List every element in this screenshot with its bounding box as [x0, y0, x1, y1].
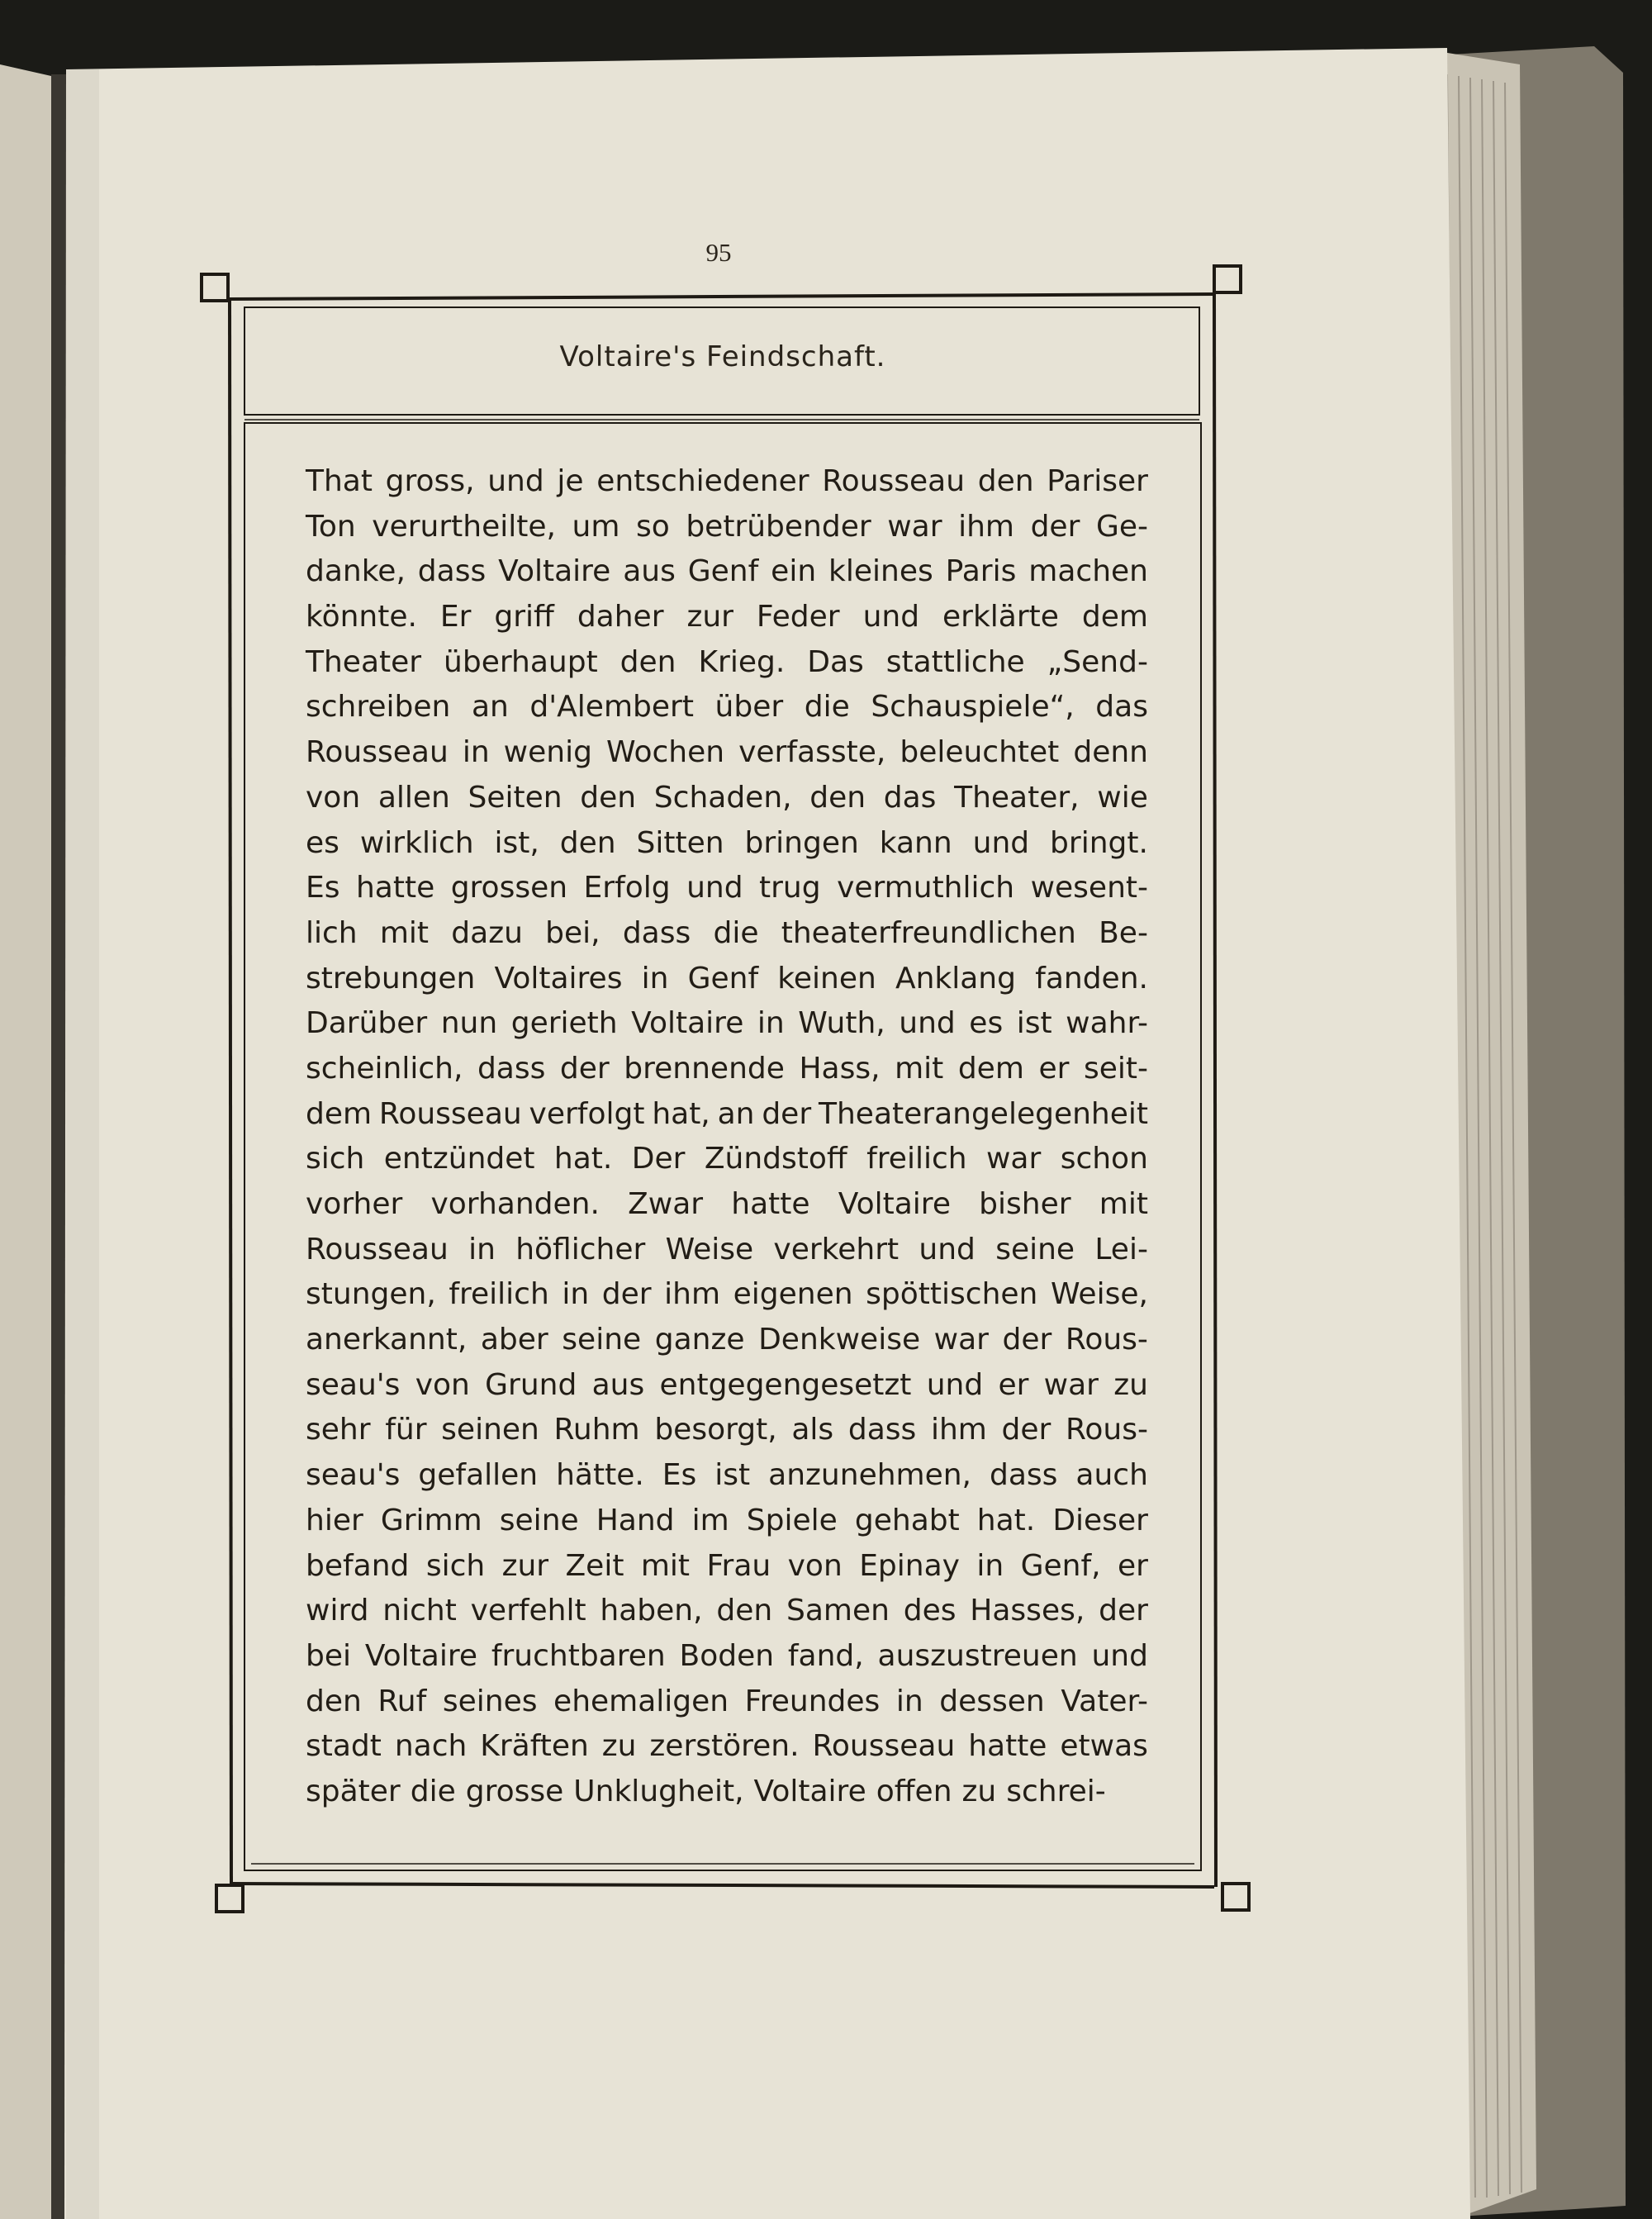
word: Ton	[306, 509, 356, 544]
word: seinen	[441, 1413, 539, 1447]
word: Freundes	[744, 1684, 881, 1718]
word: Genf	[687, 554, 759, 589]
word: fand,	[787, 1638, 864, 1673]
word: den	[977, 464, 1034, 498]
text-line	[306, 866, 1148, 911]
word: fruchtbaren	[491, 1638, 666, 1673]
word: vorhanden.	[430, 1187, 600, 1221]
word: mit	[379, 915, 430, 950]
word: kleines	[828, 554, 933, 589]
word: Genf,	[1020, 1548, 1101, 1583]
word: haben,	[600, 1594, 703, 1628]
word: Hasses,	[970, 1594, 1085, 1628]
text-line	[306, 1680, 1148, 1725]
word: das	[1095, 690, 1148, 725]
word: hatte	[355, 871, 435, 905]
word: die	[804, 690, 850, 725]
word: zu	[1113, 1367, 1148, 1402]
word: verkehrt	[773, 1232, 900, 1266]
word: Das	[807, 644, 864, 679]
word: und	[926, 1367, 984, 1402]
word: allen	[377, 780, 450, 815]
word: betrübender	[686, 509, 871, 544]
word: Rous-	[1065, 1323, 1148, 1357]
word: danke,	[306, 554, 406, 589]
word: entgegengesetzt	[659, 1367, 912, 1402]
word: Voltaire	[753, 1774, 866, 1808]
word: fanden.	[1035, 961, 1148, 995]
word: gross,	[385, 464, 475, 498]
word: griff	[494, 600, 554, 634]
word: bei,	[545, 915, 601, 950]
word: hatte	[731, 1187, 810, 1221]
word: die	[410, 1774, 456, 1808]
word: Wuth,	[798, 1006, 885, 1041]
word: Ruf	[377, 1684, 427, 1718]
word: der	[1002, 1323, 1052, 1357]
word: schrei-	[1006, 1774, 1106, 1808]
word: ehemaligen	[553, 1684, 729, 1718]
word: eigenen	[733, 1277, 853, 1312]
word: Boden	[679, 1638, 775, 1673]
word: in	[895, 1684, 923, 1718]
word: Rousseau	[812, 1729, 956, 1764]
word: Grimm	[380, 1503, 482, 1537]
word: den	[716, 1594, 773, 1628]
word: zur	[686, 600, 733, 634]
word: Darüber	[306, 1006, 428, 1041]
word: dem	[1081, 600, 1148, 634]
page-number: 95	[705, 238, 732, 267]
word: offen	[876, 1774, 952, 1808]
word: und	[1091, 1638, 1148, 1673]
word: die	[713, 915, 759, 950]
word: Theaterangelegenheit	[818, 1096, 1148, 1131]
word: Ruhm	[553, 1413, 640, 1447]
word: er	[998, 1367, 1029, 1402]
word: denn	[1073, 735, 1148, 770]
word: hat.	[976, 1503, 1036, 1537]
word: Rousseau	[378, 1096, 522, 1131]
word: stadt	[306, 1729, 382, 1764]
word: Paris	[945, 554, 1017, 589]
word: wahr-	[1066, 1006, 1148, 1041]
word: später	[306, 1774, 401, 1808]
text-line	[306, 776, 1148, 821]
word: zur	[501, 1548, 549, 1583]
word: Schauspiele“,	[871, 690, 1075, 725]
word: Voltaires	[494, 961, 623, 995]
word: seine	[995, 1232, 1075, 1266]
word: freilich	[449, 1277, 549, 1312]
word: Vater-	[1061, 1684, 1148, 1718]
word: der	[1001, 1413, 1051, 1447]
word: war	[985, 1142, 1042, 1176]
word: Krieg.	[698, 644, 786, 679]
word: um	[572, 509, 620, 544]
word: in	[462, 735, 490, 770]
previous-page-edge	[0, 64, 55, 2219]
word: ein	[771, 554, 817, 589]
word: in	[562, 1277, 590, 1312]
word: den	[559, 825, 616, 860]
word: es	[306, 825, 339, 860]
word: Voltaire	[838, 1187, 951, 1221]
word: scheinlich,	[306, 1051, 463, 1086]
word: Es	[306, 871, 340, 905]
word: Sitten	[636, 825, 724, 860]
word: Lei-	[1094, 1232, 1148, 1266]
word: schreiben	[306, 690, 451, 725]
body-text	[306, 459, 1148, 1815]
text-line	[306, 1182, 1148, 1228]
word: der	[1030, 509, 1080, 544]
word: und	[686, 871, 743, 905]
word: Zündstoff	[704, 1142, 847, 1176]
word: anzunehmen,	[768, 1458, 972, 1493]
word: sehr	[306, 1413, 371, 1447]
word: Voltaire	[498, 554, 611, 589]
word: spöttischen	[866, 1277, 1038, 1312]
word: brennende	[624, 1051, 785, 1086]
word: Erfolg	[583, 871, 671, 905]
word: zu	[601, 1729, 637, 1764]
word: trug	[759, 871, 821, 905]
word: ist	[714, 1458, 751, 1493]
word: bringt.	[1050, 825, 1148, 860]
word: Zeit	[565, 1548, 624, 1583]
word: daher	[577, 600, 664, 634]
word: grosse	[465, 1774, 564, 1808]
word: dass	[622, 915, 691, 950]
word: besorgt,	[654, 1413, 777, 1447]
text-line	[306, 1724, 1148, 1770]
text-line	[306, 1318, 1148, 1363]
word: seau's	[306, 1367, 401, 1402]
word: Voltaire	[364, 1638, 478, 1673]
word: freilich	[866, 1142, 967, 1176]
word: den	[580, 780, 637, 815]
word: ist	[1016, 1006, 1052, 1041]
word: dass	[477, 1051, 546, 1086]
word: beleuchtet	[900, 735, 1060, 770]
word: Weise,	[1050, 1277, 1148, 1312]
text-line	[306, 640, 1148, 686]
word: der	[1099, 1594, 1148, 1628]
word: Seiten	[468, 780, 563, 815]
word: Zwar	[628, 1187, 704, 1221]
word: den	[620, 644, 676, 679]
text-line	[306, 1272, 1148, 1318]
word: dem	[957, 1051, 1024, 1086]
word: Unklugheit,	[573, 1774, 744, 1808]
word: Genf	[687, 961, 759, 995]
word: Kräften	[480, 1729, 589, 1764]
word: von	[306, 780, 361, 815]
word: Schaden,	[653, 780, 792, 815]
word: seine	[562, 1323, 642, 1357]
word: hier	[306, 1503, 363, 1537]
word: in	[468, 1232, 496, 1266]
word: wesent-	[1030, 871, 1148, 905]
word: wirklich	[359, 825, 474, 860]
word: Rousseau	[306, 735, 449, 770]
word: ganze	[654, 1323, 745, 1357]
word: in	[641, 961, 669, 995]
word: den	[809, 780, 866, 815]
word: verurtheilte,	[372, 509, 556, 544]
word: Theater	[306, 644, 422, 679]
word: der	[559, 1051, 610, 1086]
word: dass	[990, 1458, 1058, 1493]
word: machen	[1028, 554, 1148, 589]
word: ihm	[664, 1277, 721, 1312]
word: aus	[591, 1367, 645, 1402]
word: Grund	[485, 1367, 577, 1402]
word: aus	[623, 554, 676, 589]
word: vermuthlich	[837, 871, 1015, 905]
word: wird	[306, 1594, 369, 1628]
word: Spiele	[746, 1503, 838, 1537]
word: theaterfreundlichen	[781, 915, 1076, 950]
text-line	[306, 821, 1148, 867]
word: er	[1118, 1548, 1148, 1583]
word: Hand	[596, 1503, 675, 1537]
word: ihm	[958, 509, 1014, 544]
word: hat,	[652, 1096, 710, 1131]
word: verfehlt	[470, 1594, 586, 1628]
word: seine	[499, 1503, 579, 1537]
word: That	[306, 464, 373, 498]
word: als	[791, 1413, 834, 1447]
word: des	[903, 1594, 957, 1628]
text-line	[306, 1363, 1148, 1409]
word: ist,	[494, 825, 539, 860]
word: hat.	[553, 1142, 613, 1176]
word: zerstören.	[649, 1729, 800, 1764]
text-line	[306, 1770, 1148, 1815]
word: nicht	[382, 1594, 457, 1628]
word: je	[557, 464, 584, 498]
word: so	[635, 509, 670, 544]
word: war	[887, 509, 942, 544]
word: keinen	[777, 961, 876, 995]
word: „Send-	[1047, 644, 1148, 679]
word: Denkweise	[758, 1323, 921, 1357]
word: Hass,	[799, 1051, 881, 1086]
word: dem	[306, 1096, 373, 1131]
word: entschiedener	[596, 464, 809, 498]
word: ihm	[930, 1413, 987, 1447]
word: den	[306, 1684, 362, 1718]
word: Be-	[1099, 915, 1148, 950]
word: auszustreuen	[877, 1638, 1078, 1673]
word: Er	[439, 600, 472, 634]
text-line	[306, 1408, 1148, 1453]
word: das	[883, 780, 937, 815]
word: der	[601, 1277, 652, 1312]
word: Voltaire	[631, 1006, 744, 1041]
word: Epinay	[859, 1548, 960, 1583]
word: im	[691, 1503, 729, 1537]
word: stungen,	[306, 1277, 436, 1312]
word: und	[899, 1006, 956, 1041]
text-line	[306, 1453, 1148, 1499]
word: Frau	[706, 1548, 771, 1583]
word: nun	[440, 1006, 498, 1041]
word: Rousseau	[306, 1232, 449, 1266]
word: gerieth	[510, 1006, 618, 1041]
text-line	[306, 730, 1148, 776]
word: sich	[425, 1548, 486, 1583]
word: aber	[480, 1323, 548, 1357]
word: war	[1043, 1367, 1099, 1402]
word: Feder	[756, 600, 840, 634]
word: Samen	[786, 1594, 890, 1628]
word: Anklang	[895, 961, 1016, 995]
text-line	[306, 957, 1148, 1002]
word: d'Alembert	[529, 690, 694, 725]
word: an	[717, 1096, 755, 1131]
word: Dieser	[1052, 1503, 1148, 1537]
word: und	[862, 600, 920, 634]
word: bei	[306, 1638, 352, 1673]
text-line	[306, 549, 1148, 595]
word: kann	[879, 825, 952, 860]
word: seau's	[306, 1458, 401, 1493]
word: nach	[394, 1729, 468, 1764]
word: Es	[662, 1458, 697, 1493]
word: mit	[1099, 1187, 1148, 1221]
text-line	[306, 911, 1148, 957]
word: Rous-	[1066, 1413, 1148, 1447]
text-line	[306, 1001, 1148, 1047]
text-line	[306, 1499, 1148, 1544]
word: sich	[306, 1142, 365, 1176]
word: an	[471, 690, 509, 725]
word: es	[969, 1006, 1004, 1041]
word: wenig	[503, 735, 592, 770]
text-line	[306, 459, 1148, 505]
word: über	[714, 690, 784, 725]
text-line	[306, 685, 1148, 730]
text-line	[306, 1634, 1148, 1680]
word: überhaupt	[444, 644, 598, 679]
word: er	[1038, 1051, 1070, 1086]
word: bringen	[744, 825, 859, 860]
word: grossen	[450, 871, 568, 905]
word: befand	[306, 1548, 410, 1583]
text-line	[306, 1047, 1148, 1092]
text-line	[306, 595, 1148, 640]
word: vorher	[306, 1187, 403, 1221]
word: für	[385, 1413, 427, 1447]
word: erklärte	[942, 600, 1059, 634]
text-line	[306, 505, 1148, 550]
word: von	[787, 1548, 843, 1583]
word: Pariser	[1047, 464, 1148, 498]
word: seines	[442, 1684, 538, 1718]
word: strebungen	[306, 961, 476, 995]
word: Der	[631, 1142, 686, 1176]
word: entzündet	[383, 1142, 535, 1176]
word: gefallen	[418, 1458, 539, 1493]
word: der	[762, 1096, 812, 1131]
word: von	[415, 1367, 470, 1402]
word: hatte	[968, 1729, 1047, 1764]
word: könnte.	[306, 600, 417, 634]
word: dass	[417, 554, 487, 589]
word: war	[933, 1323, 989, 1357]
word: Weise	[665, 1232, 754, 1266]
word: Rousseau	[822, 464, 966, 498]
word: dazu	[451, 915, 523, 950]
word: in	[757, 1006, 785, 1041]
text-line	[306, 1092, 1148, 1138]
word: dessen	[939, 1684, 1045, 1718]
word: und	[919, 1232, 976, 1266]
word: in	[976, 1548, 1004, 1583]
word: mit	[895, 1051, 944, 1086]
word: dass	[847, 1413, 917, 1447]
word: verfolgt	[529, 1096, 645, 1131]
word: und	[972, 825, 1030, 860]
text-line	[306, 1544, 1148, 1589]
word: stattliche	[885, 644, 1025, 679]
word: mit	[640, 1548, 691, 1583]
text-line	[306, 1228, 1148, 1273]
word: bisher	[979, 1187, 1071, 1221]
word: Theater,	[954, 780, 1080, 815]
word: höflicher	[515, 1232, 646, 1266]
word: hätte.	[556, 1458, 644, 1493]
word: Wochen	[605, 735, 725, 770]
word: schon	[1060, 1142, 1148, 1176]
word: gehabt	[854, 1503, 960, 1537]
running-head: Voltaire's Feindschaft.	[559, 340, 886, 373]
word: etwas	[1060, 1729, 1148, 1764]
text-line	[306, 1137, 1148, 1182]
word: verfasste,	[738, 735, 886, 770]
word: zu	[961, 1774, 997, 1808]
word: lich	[306, 915, 358, 950]
word: anerkannt,	[306, 1323, 468, 1357]
word: seit-	[1083, 1051, 1148, 1086]
word: auch	[1075, 1458, 1148, 1493]
word: und	[487, 464, 544, 498]
word: Ge-	[1095, 509, 1148, 544]
word: wie	[1097, 780, 1148, 815]
text-line	[306, 1589, 1148, 1634]
